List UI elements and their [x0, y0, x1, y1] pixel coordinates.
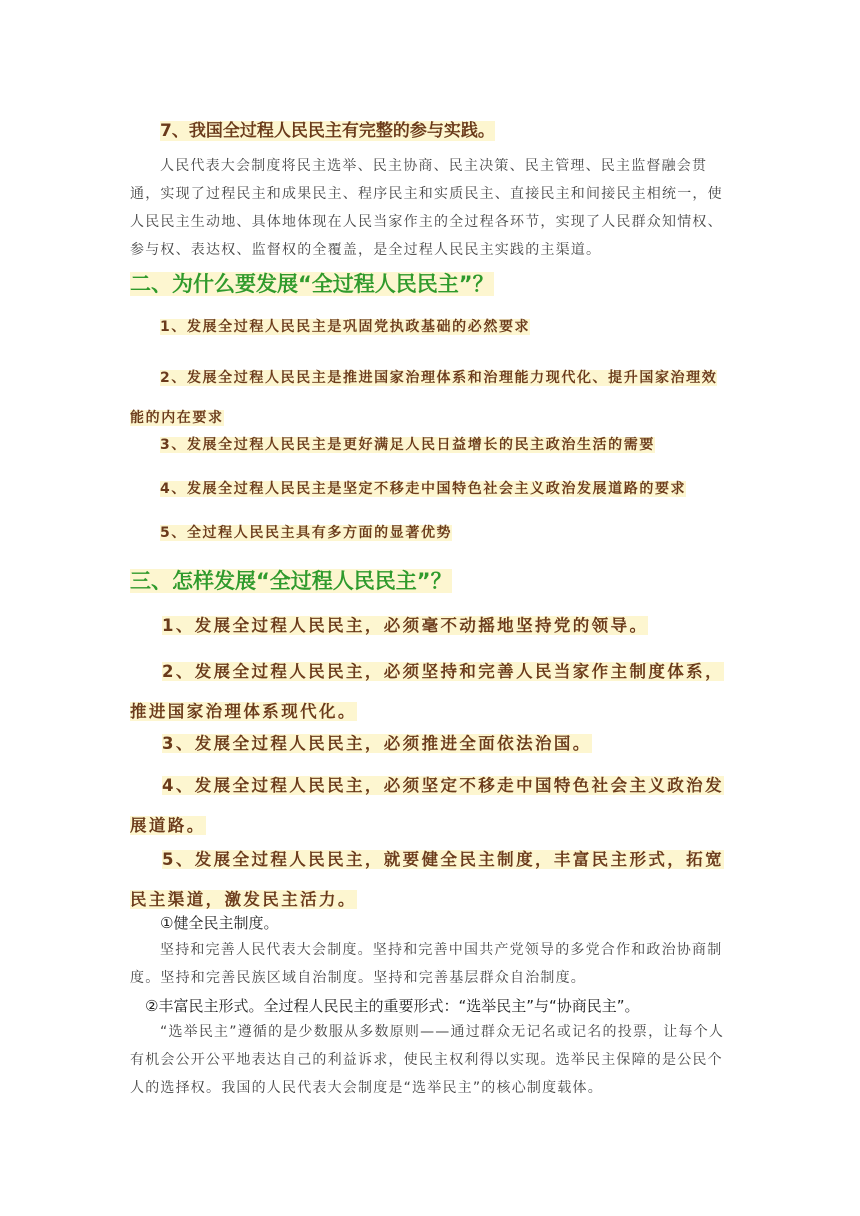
section-2-item-1: 1、发展全过程人民民主是巩固党执政基础的必然要求	[160, 319, 531, 335]
sub-2-body: “选举民主”遵循的是少数服从多数原则——通过群众无记名或记名的投票，让每个人有机会公开公平地表达自己的利益诉求，使民主权利得以实现。选举民主保障的是公民个人的选择权。我国的人民代表大会制度是“选举民主”的核心制度载体。	[130, 1024, 725, 1096]
section-2-item-2: 2、发展全过程人民民主是推进国家治理体系和治理能力现代化、提升国家治理效能的内在要求	[130, 370, 718, 426]
section-3-item-2: 2、发展全过程人民民主，必须坚持和完善人民当家作主制度体系，推进国家治理体系现代化。	[130, 662, 724, 721]
section-3-item-1: 1、发展全过程人民民主，必须毫不动摇地坚持党的领导。	[162, 616, 649, 635]
item-7-title: 7、我国全过程人民民主有完整的参与实践。	[160, 121, 495, 141]
sub-2-title: ②丰富民主形式。全过程人民民主的重要形式：“选举民主”与“协商民主”。	[145, 997, 640, 1015]
section-2-heading: 二、为什么要发展“全过程人民民主”？	[130, 272, 494, 296]
section-3-item-4: 4、发展全过程人民民主，必须坚定不移走中国特色社会主义政治发展道路。	[130, 776, 724, 835]
section-3-item-3: 3、发展全过程人民民主，必须推进全面依法治国。	[162, 734, 592, 753]
section-3-heading: 三、怎样发展“全过程人民民主”？	[130, 569, 452, 593]
sub-1-body: 坚持和完善人民代表大会制度。坚持和完善中国共产党领导的多党合作和政治协商制度。坚持和完善民族区域自治制度。坚持和完善基层群众自治制度。	[130, 942, 723, 986]
section-3-item-5: 5、发展全过程人民民主，就要健全民主制度，丰富民主形式，拓宽民主渠道，激发民主活力。	[130, 850, 724, 909]
section-2-item-4: 4、发展全过程人民民主是坚定不移走中国特色社会主义政治发展道路的要求	[160, 481, 687, 497]
sub-1-title: ①健全民主制度。	[160, 914, 279, 932]
section-2-item-5: 5、全过程人民民主具有多方面的显著优势	[160, 525, 453, 541]
item-7-body: 人民代表大会制度将民主选举、民主协商、民主决策、民主管理、民主监督融会贯通，实现了过程民主和成果民主、程序民主和实质民主、直接民主和间接民主相统一，使人民民主生动地、具体地体现在人民当家作主的全过程各环节，实现了人民群众知情权、参与权、表达权、监督权的全覆盖，是全过程人民民主实践的主渠道。	[130, 158, 723, 258]
section-2-item-3: 3、发展全过程人民民主是更好满足人民日益增长的民主政治生活的需要	[160, 437, 655, 453]
